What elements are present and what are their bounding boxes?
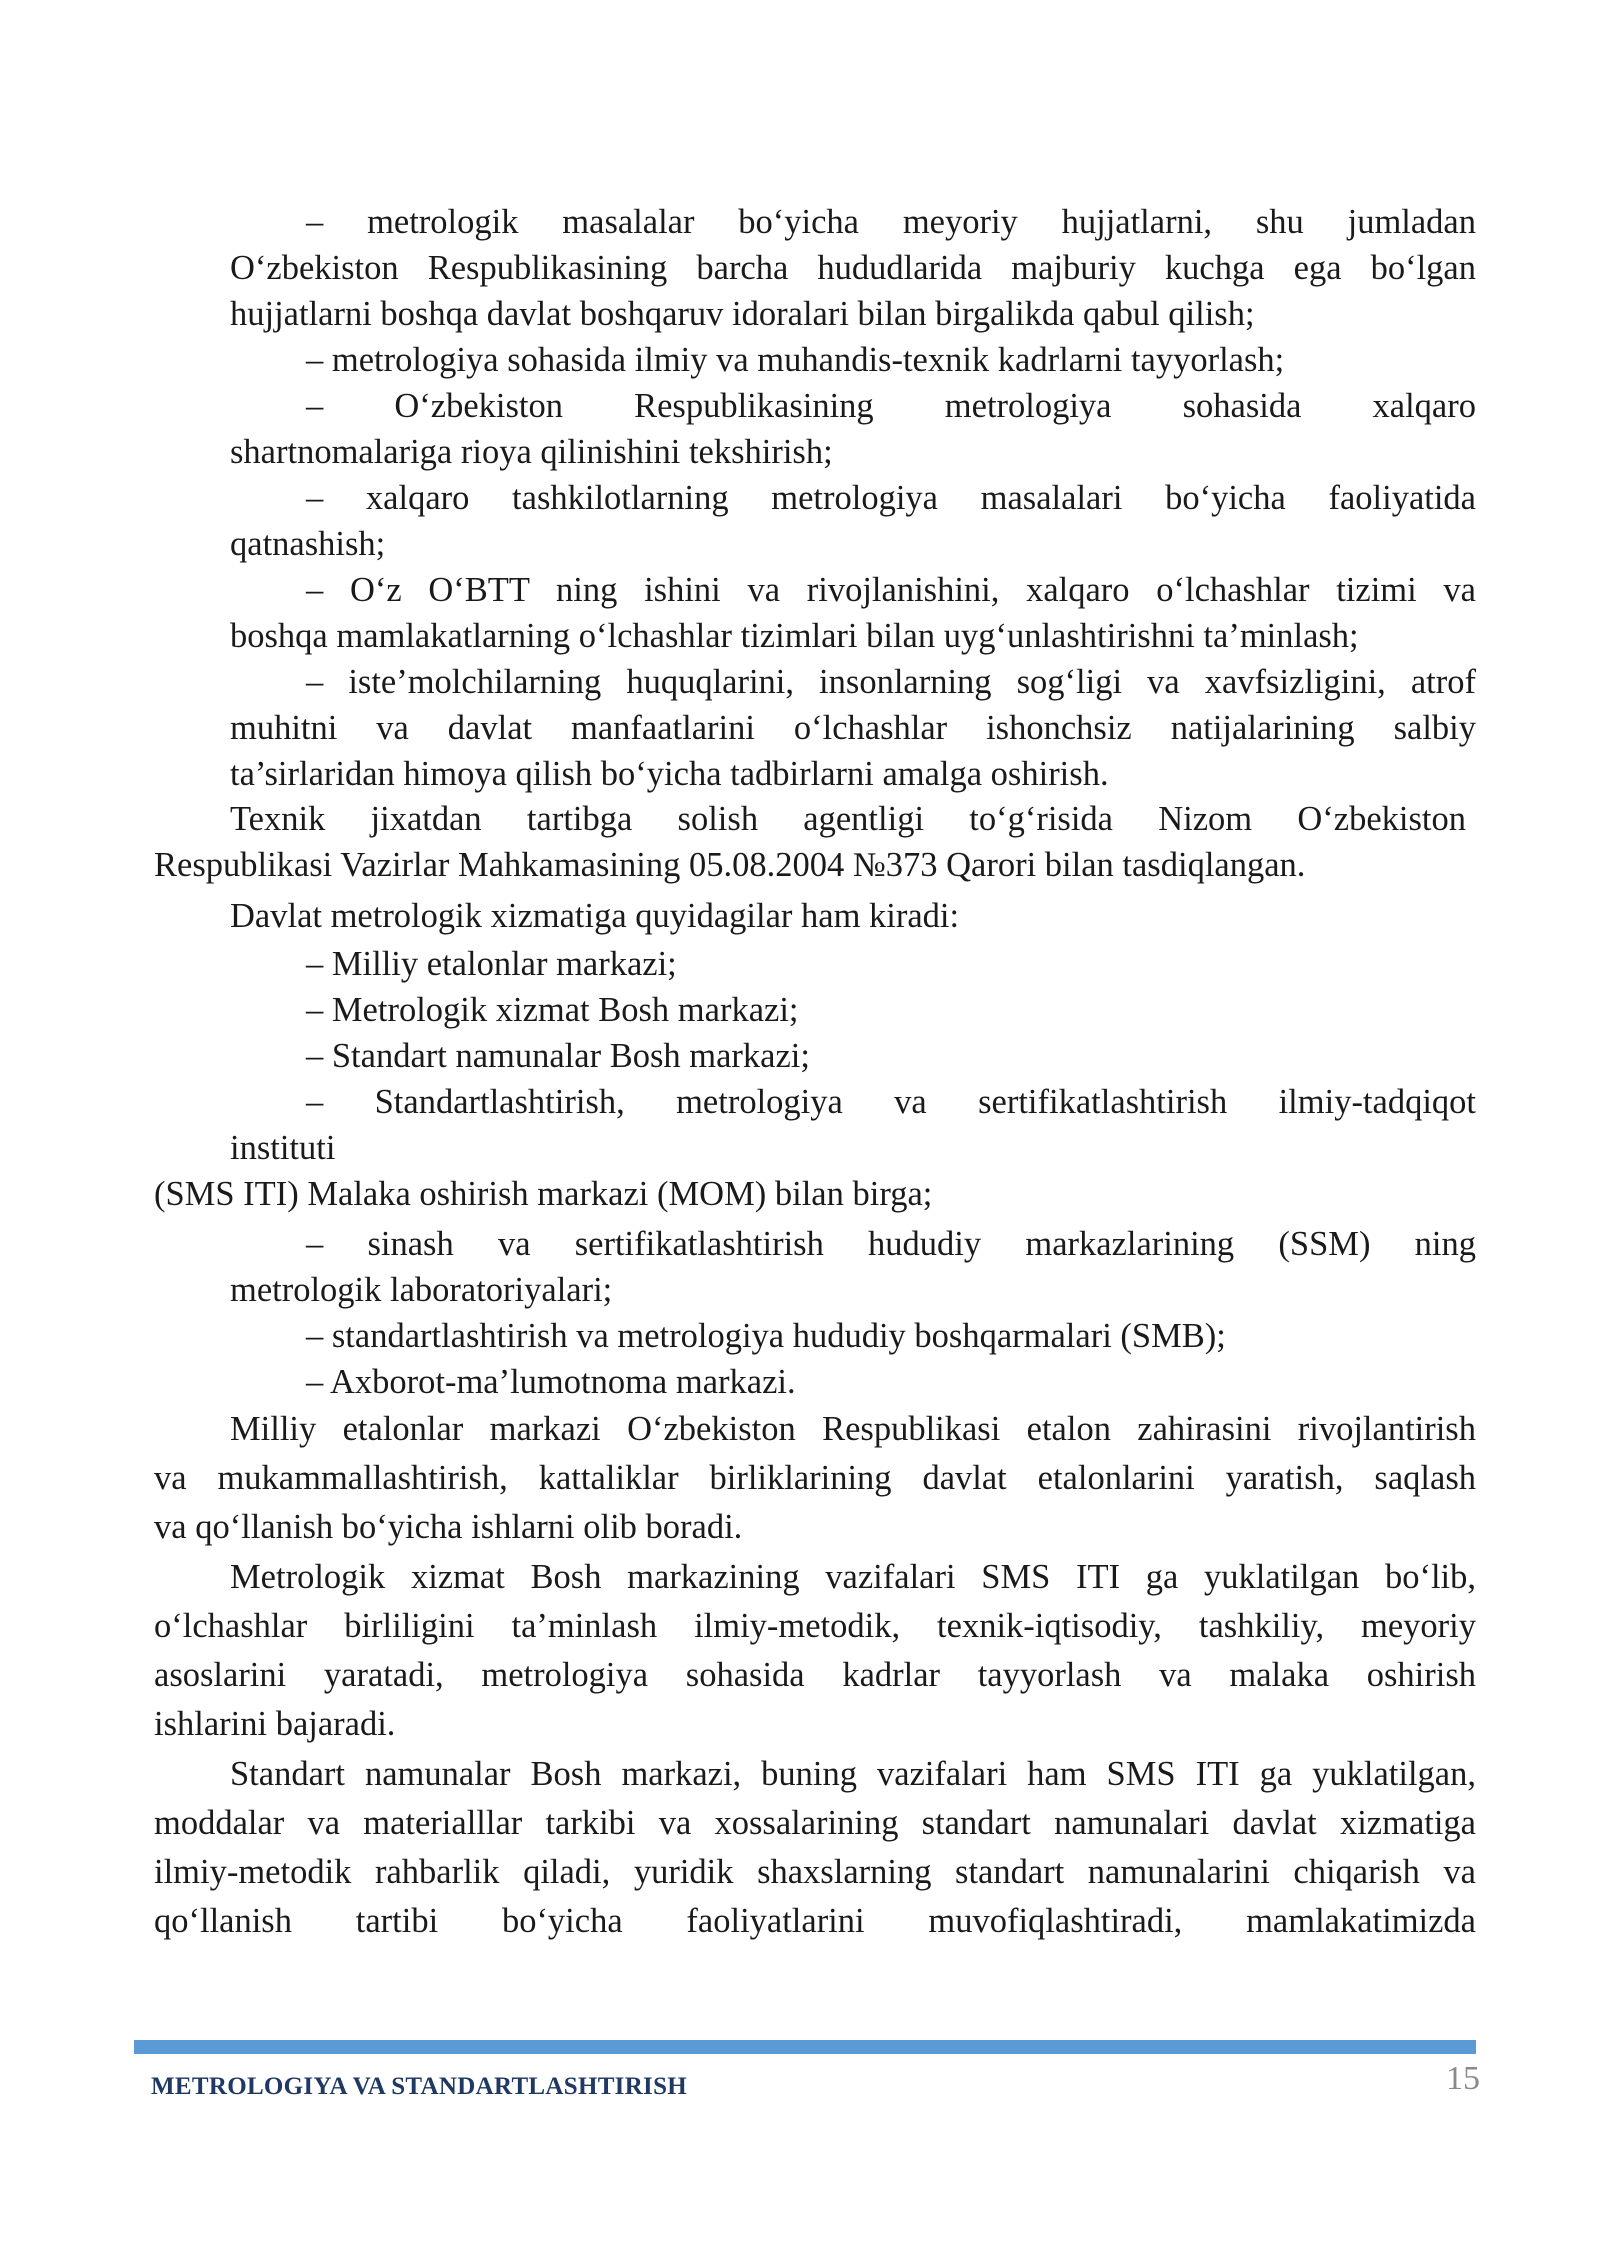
text-line: – standartlashtirish va metrologiya hududiy boshqarmalari (SMB);	[306, 1317, 1226, 1355]
text-line: (SMS ITI) Malaka oshirish markazi (MOM) bilan birga;	[154, 1175, 933, 1213]
text-line: – Standartlashtirish, metrologiya va sertifikatlashtirish ilmiy-tadqiqot	[306, 1083, 1476, 1121]
text-line: Respublikasi Vazirlar Mahkamasining 05.08.2004 №373 Qarori bilan tasdiqlangan.	[154, 846, 1306, 884]
text-line: muhitni va davlat manfaatlarini o‘lchashlar ishonchsiz natijalarining salbiy	[230, 709, 1476, 747]
text-line: instituti	[230, 1129, 336, 1167]
text-line: o‘lchashlar birliligini ta’minlash ilmiy-metodik, texnik-iqtisodiy, tashkiliy, meyoriy	[154, 1607, 1476, 1645]
text-line: Davlat metrologik xizmatiga quyidagilar ham kiradi:	[230, 897, 960, 935]
text-line: boshqa mamlakatlarning o‘lchashlar tizimlari bilan uyg‘unlashtirishni ta’minlash;	[230, 617, 1359, 655]
text-line: Standart namunalar Bosh markazi, buning vazifalari ham SMS ITI ga yuklatilgan,	[230, 1755, 1476, 1793]
text-line: – xalqaro tashkilotlarning metrologiya masalalari bo‘yicha faoliyatida	[306, 479, 1476, 517]
text-line: – Standart namunalar Bosh markazi;	[306, 1037, 810, 1075]
text-line: – metrologiya sohasida ilmiy va muhandis-texnik kadrlarni tayyorlash;	[306, 341, 1285, 379]
text-line: – O‘zbekiston Respublikasining metrologiya sohasida xalqaro	[306, 387, 1476, 425]
text-line: – metrologik masalalar bo‘yicha meyoriy hujjatlarni, shu jumladan	[306, 203, 1476, 241]
text-line: moddalar va materialllar tarkibi va xossalarining standart namunalari davlat xizmatiga	[154, 1804, 1476, 1842]
text-line: ishlarini bajaradi.	[154, 1705, 396, 1743]
text-line: – O‘z O‘BTT ning ishini va rivojlanishini, xalqaro o‘lchashlar tizimi va	[306, 571, 1476, 609]
text-line: Metrologik xizmat Bosh markazining vazifalari SMS ITI ga yuklatilgan bo‘lib,	[230, 1558, 1476, 1596]
text-line: ta’sirlaridan himoya qilish bo‘yicha tadbirlarni amalga oshirish.	[230, 755, 1109, 793]
text-line: – Metrologik xizmat Bosh markazi;	[306, 991, 799, 1029]
page-number: 15	[1446, 2060, 1480, 2097]
text-line: – sinash va sertifikatlashtirish hududiy markazlarining (SSM) ning	[306, 1225, 1476, 1263]
text-line: va mukammallashtirish, kattaliklar birliklarining davlat etalonlarini yaratish, saqlash	[154, 1459, 1476, 1497]
footer-title: METROLOGIYA VA STANDARTLASHTIRISH	[151, 2073, 688, 2100]
text-line: shartnomalariga rioya qilinishini tekshirish;	[230, 433, 833, 471]
text-line: Texnik jixatdan tartibga solish agentligi to‘g‘risida Nizom O‘zbekiston	[230, 800, 1466, 838]
text-line: qatnashish;	[230, 525, 386, 563]
footer-divider	[134, 2040, 1476, 2054]
text-line: asoslarini yaratadi, metrologiya sohasida kadrlar tayyorlash va malaka oshirish	[154, 1656, 1476, 1694]
text-line: O‘zbekiston Respublikasining barcha hududlarida majburiy kuchga ega bo‘lgan	[230, 249, 1476, 287]
text-line: – iste’molchilarning huquqlarini, insonlarning sog‘ligi va xavfsizligini, atrof	[306, 663, 1476, 701]
text-line: va qo‘llanish bo‘yicha ishlarni olib boradi.	[154, 1508, 743, 1546]
text-line: ilmiy-metodik rahbarlik qiladi, yuridik shaxslarning standart namunalarini chiqarish va	[154, 1853, 1476, 1891]
text-line: qo‘llanish tartibi bo‘yicha faoliyatlarini muvofiqlashtiradi, mamlakatimizda	[154, 1902, 1476, 1940]
text-line: Milliy etalonlar markazi O‘zbekiston Respublikasi etalon zahirasini rivojlantirish	[230, 1410, 1476, 1448]
text-line: metrologik laboratoriyalari;	[230, 1271, 613, 1309]
text-line: – Axborot-ma’lumotnoma markazi.	[306, 1363, 796, 1401]
text-line: – Milliy etalonlar markazi;	[306, 945, 677, 983]
text-line: hujjatlarni boshqa davlat boshqaruv idoralari bilan birgalikda qabul qilish;	[230, 295, 1255, 333]
